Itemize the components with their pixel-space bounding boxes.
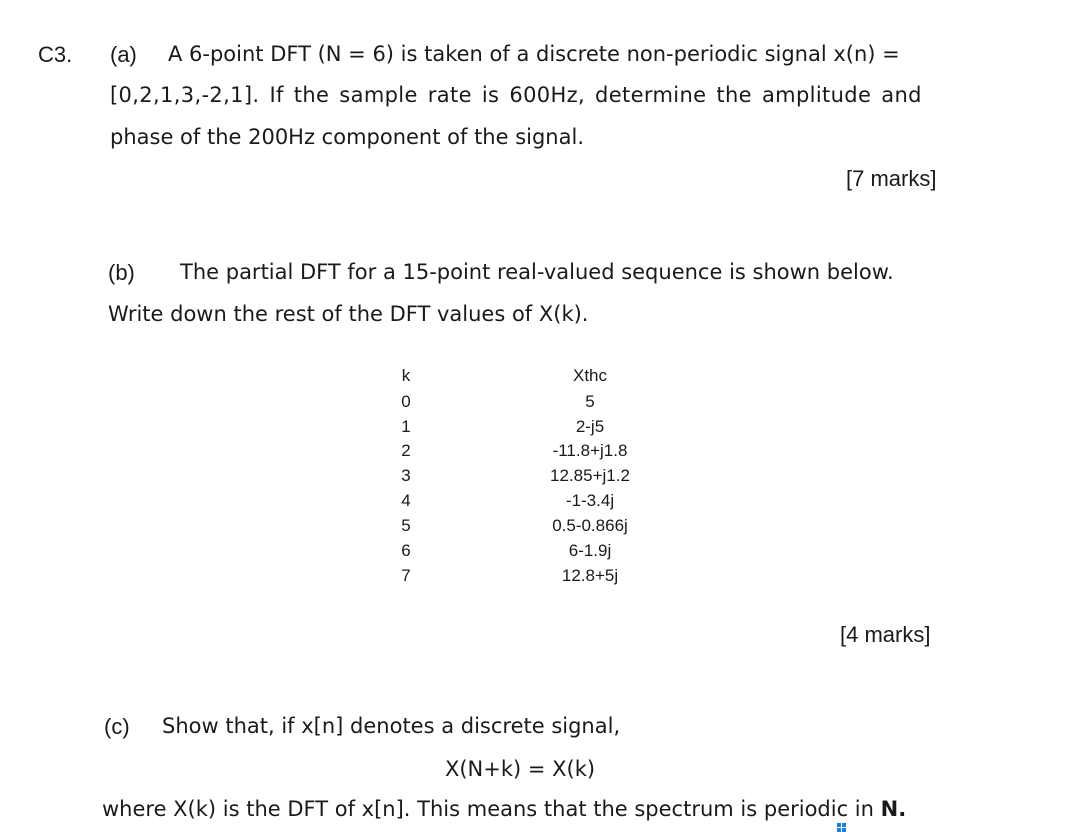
part-b-text-line-1: The partial DFT for a 15-point real-valued sequence is shown below.	[180, 260, 894, 284]
table-cell-x: 0.5-0.866j	[552, 516, 628, 535]
table-cell-k: 5	[401, 516, 411, 535]
part-a-text-line-3: phase of the 200Hz component of the signal.	[110, 125, 584, 149]
part-c-label: (c)	[104, 714, 130, 739]
table-cell-x: 12.85+j1.2	[550, 466, 630, 485]
cursor-handle-dot	[837, 828, 841, 832]
part-b-text-line-2: Write down the rest of the DFT values of X(k).	[108, 302, 589, 326]
table-cell-x: -11.8+j1.8	[552, 441, 628, 460]
table-cell-k: 0	[401, 392, 411, 411]
part-c-bold-n: N.	[880, 797, 907, 821]
cursor-handle-dot	[842, 823, 846, 827]
part-a-text-line-1: A 6-point DFT (N = 6) is taken of a discrete non-periodic signal x(n) =	[168, 42, 900, 66]
part-a-marks: [7 marks]	[846, 166, 937, 191]
part-a-text-line-2: [0,2,1,3,-2,1]. If the sample rate is 600Hz, determine the amplitude and	[110, 83, 922, 107]
table-cell-x: -1-3.4j	[565, 491, 615, 510]
table-cell-k: 3	[401, 466, 411, 485]
part-c-text-line-2	[102, 797, 906, 821]
part-c-text-line-2-body: where X(k) is the DFT of x[n]. This means that the spectrum is periodic in	[102, 797, 881, 821]
cursor-handle-dot	[837, 823, 841, 827]
part-b-marks: [4 marks]	[840, 622, 931, 647]
table-cell-x: 6-1.9j	[568, 541, 612, 560]
table-cell-x: 2-j5	[575, 417, 605, 436]
table-header-xthc: Xthc	[572, 366, 608, 385]
table-cell-k: 4	[401, 491, 411, 510]
table-cell-k: 7	[401, 566, 411, 585]
table-cell-x: 5	[585, 392, 595, 411]
periodicity-equation: X(N+k) = X(k)	[444, 757, 596, 781]
part-a-label: (a)	[110, 42, 137, 67]
cursor-handle-dot	[842, 828, 846, 832]
table-header-k: k	[401, 366, 411, 385]
table-cell-k: 2	[401, 441, 411, 460]
table-cell-x: 12.8+5j	[561, 566, 619, 585]
part-c-text-line-1: Show that, if x[n] denotes a discrete signal,	[162, 714, 621, 738]
table-cell-k: 6	[401, 541, 411, 560]
question-number: C3.	[38, 42, 73, 67]
table-cell-k: 1	[401, 417, 411, 436]
cursor-handle-icon[interactable]	[837, 823, 848, 832]
part-b-label: (b)	[108, 260, 135, 285]
